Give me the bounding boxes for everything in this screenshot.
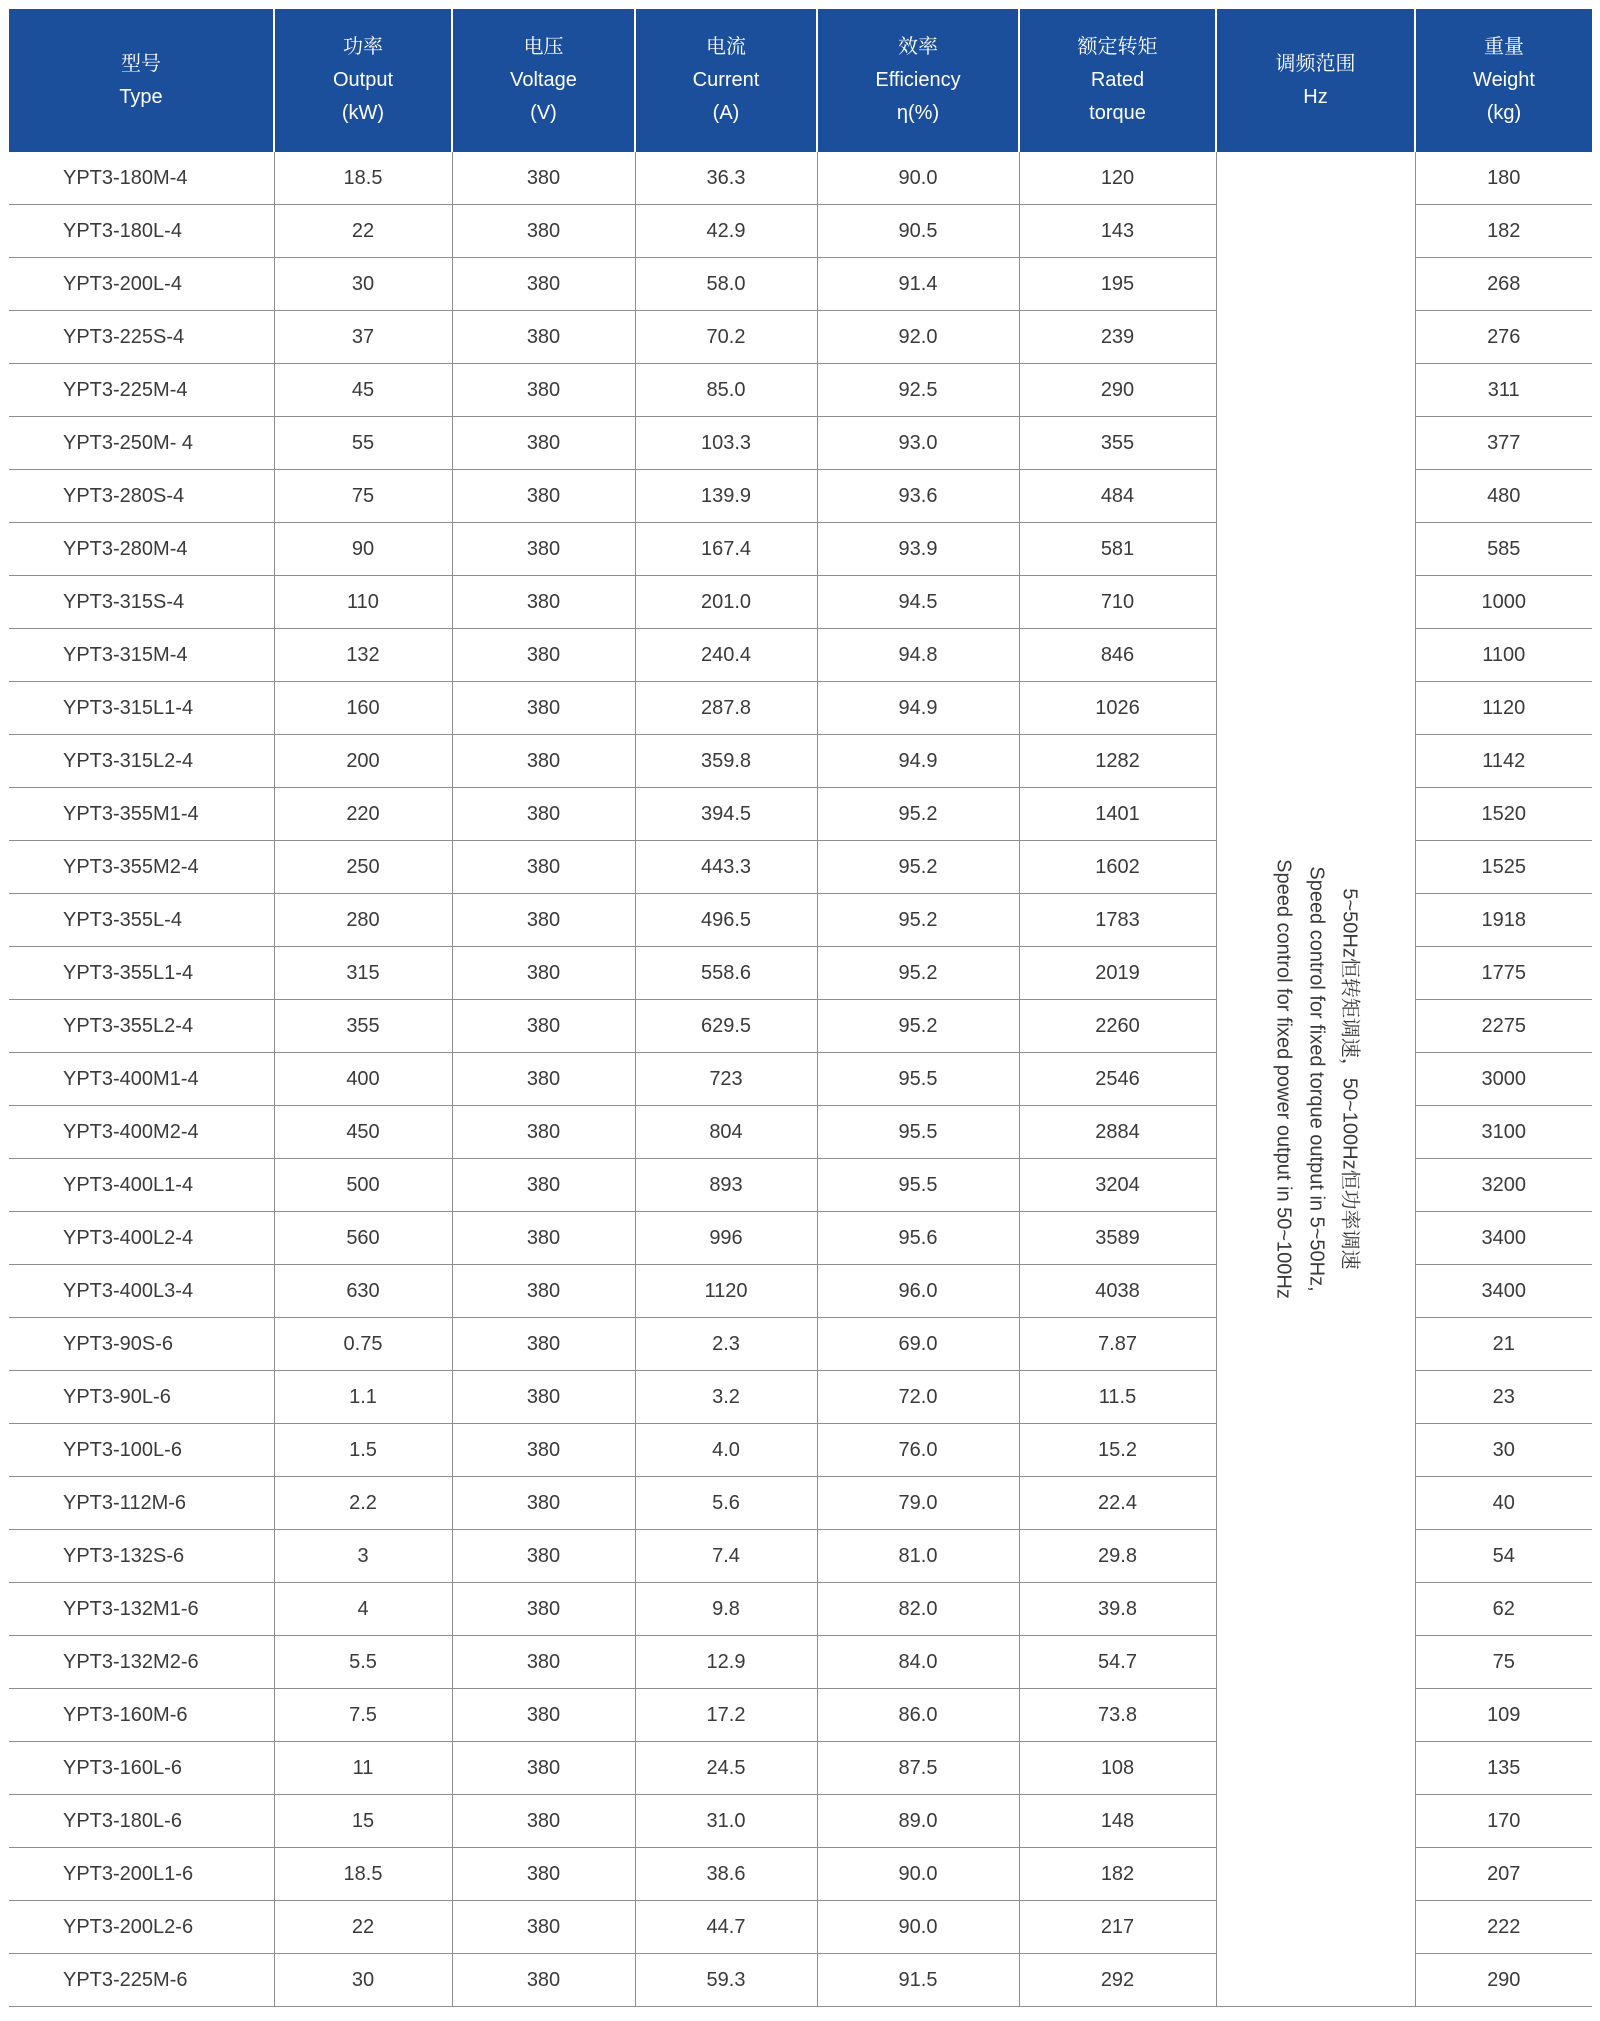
cell-rated-torque: 7.87	[1019, 1318, 1216, 1371]
cell-current: 12.9	[635, 1636, 817, 1689]
cell-voltage: 380	[452, 735, 635, 788]
cell-weight: 480	[1415, 470, 1592, 523]
cell-type: YPT3-400L3-4	[9, 1265, 274, 1318]
header-label-cn: 重量	[1484, 36, 1524, 58]
header-label-en: Hz	[1303, 85, 1328, 108]
cell-rated-torque: 54.7	[1019, 1636, 1216, 1689]
header-label-en: Current	[692, 69, 760, 91]
cell-output: 220	[274, 788, 452, 841]
cell-weight: 135	[1415, 1742, 1592, 1795]
cell-weight: 3400	[1415, 1212, 1592, 1265]
cell-weight: 21	[1415, 1318, 1592, 1371]
cell-rated-torque: 29.8	[1019, 1530, 1216, 1583]
cell-type: YPT3-180M-4	[9, 152, 274, 205]
cell-weight: 30	[1415, 1424, 1592, 1477]
cell-current: 24.5	[635, 1742, 817, 1795]
cell-rated-torque: 73.8	[1019, 1689, 1216, 1742]
cell-voltage: 380	[452, 1795, 635, 1848]
cell-output: 11	[274, 1742, 452, 1795]
cell-weight: 1142	[1415, 735, 1592, 788]
cell-type: YPT3-355L1-4	[9, 947, 274, 1000]
header-label-en: Voltage	[510, 69, 577, 91]
cell-current: 804	[635, 1106, 817, 1159]
header-label-en: (kW)	[341, 102, 385, 124]
header-current	[635, 9, 817, 152]
frequency-range-cell	[1216, 152, 1415, 2007]
cell-weight: 1000	[1415, 576, 1592, 629]
cell-voltage: 380	[452, 311, 635, 364]
cell-type: YPT3-160M-6	[9, 1689, 274, 1742]
header-label-cn: 功率	[343, 36, 383, 58]
cell-type: YPT3-100L-6	[9, 1424, 274, 1477]
cell-weight: 3100	[1415, 1106, 1592, 1159]
cell-type: YPT3-355M1-4	[9, 788, 274, 841]
cell-efficiency: 69.0	[817, 1318, 1019, 1371]
cell-efficiency: 90.5	[817, 205, 1019, 258]
cell-current: 31.0	[635, 1795, 817, 1848]
cell-type: YPT3-225S-4	[9, 311, 274, 364]
cell-type: YPT3-315M-4	[9, 629, 274, 682]
cell-weight: 585	[1415, 523, 1592, 576]
cell-type: YPT3-180L-4	[9, 205, 274, 258]
cell-output: 110	[274, 576, 452, 629]
cell-type: YPT3-90L-6	[9, 1371, 274, 1424]
cell-efficiency: 91.5	[817, 1954, 1019, 2007]
cell-rated-torque: 3589	[1019, 1212, 1216, 1265]
cell-efficiency: 94.8	[817, 629, 1019, 682]
cell-rated-torque: 11.5	[1019, 1371, 1216, 1424]
cell-current: 7.4	[635, 1530, 817, 1583]
cell-voltage: 380	[452, 152, 635, 205]
cell-output: 45	[274, 364, 452, 417]
cell-output: 18.5	[274, 152, 452, 205]
cell-rated-torque: 1602	[1019, 841, 1216, 894]
cell-type: YPT3-132S-6	[9, 1530, 274, 1583]
cell-voltage: 380	[452, 1424, 635, 1477]
cell-rated-torque: 217	[1019, 1901, 1216, 1954]
header-label-cn: 效率	[898, 36, 938, 58]
cell-type: YPT3-400M2-4	[9, 1106, 274, 1159]
cell-rated-torque: 4038	[1019, 1265, 1216, 1318]
cell-weight: 1525	[1415, 841, 1592, 894]
cell-weight: 109	[1415, 1689, 1592, 1742]
cell-rated-torque: 182	[1019, 1848, 1216, 1901]
cell-output: 15	[274, 1795, 452, 1848]
cell-voltage: 380	[452, 1477, 635, 1530]
header-label-cn: 电流	[706, 36, 746, 58]
cell-current: 723	[635, 1053, 817, 1106]
header-label-en: (A)	[712, 102, 740, 124]
cell-voltage: 380	[452, 470, 635, 523]
cell-efficiency: 72.0	[817, 1371, 1019, 1424]
cell-current: 2.3	[635, 1318, 817, 1371]
cell-efficiency: 79.0	[817, 1477, 1019, 1530]
cell-weight: 1520	[1415, 788, 1592, 841]
cell-efficiency: 93.0	[817, 417, 1019, 470]
cell-weight: 222	[1415, 1901, 1592, 1954]
cell-type: YPT3-90S-6	[9, 1318, 274, 1371]
cell-type: YPT3-132M1-6	[9, 1583, 274, 1636]
cell-weight: 1120	[1415, 682, 1592, 735]
cell-current: 167.4	[635, 523, 817, 576]
cell-rated-torque: 120	[1019, 152, 1216, 205]
cell-voltage: 380	[452, 629, 635, 682]
cell-efficiency: 90.0	[817, 1848, 1019, 1901]
cell-type: YPT3-160L-6	[9, 1742, 274, 1795]
cell-rated-torque: 355	[1019, 417, 1216, 470]
cell-weight: 170	[1415, 1795, 1592, 1848]
cell-output: 22	[274, 205, 452, 258]
cell-weight: 311	[1415, 364, 1592, 417]
cell-output: 160	[274, 682, 452, 735]
cell-rated-torque: 2884	[1019, 1106, 1216, 1159]
cell-efficiency: 95.5	[817, 1159, 1019, 1212]
cell-rated-torque: 22.4	[1019, 1477, 1216, 1530]
cell-output: 280	[274, 894, 452, 947]
cell-efficiency: 95.2	[817, 1000, 1019, 1053]
cell-rated-torque: 710	[1019, 576, 1216, 629]
header-label-cn: 型号	[121, 52, 161, 75]
cell-weight: 180	[1415, 152, 1592, 205]
cell-voltage: 380	[452, 1053, 635, 1106]
cell-output: 2.2	[274, 1477, 452, 1530]
cell-output: 200	[274, 735, 452, 788]
cell-rated-torque: 2260	[1019, 1000, 1216, 1053]
cell-type: YPT3-355L2-4	[9, 1000, 274, 1053]
cell-output: 30	[274, 258, 452, 311]
frequency-range-note	[1266, 859, 1365, 1299]
cell-rated-torque: 195	[1019, 258, 1216, 311]
header-label-en: Rated	[1090, 69, 1145, 91]
cell-current: 893	[635, 1159, 817, 1212]
cell-current: 996	[635, 1212, 817, 1265]
cell-efficiency: 90.0	[817, 1901, 1019, 1954]
cell-voltage: 380	[452, 1000, 635, 1053]
header-label-en: η(%)	[896, 102, 940, 124]
cell-output: 75	[274, 470, 452, 523]
cell-weight: 182	[1415, 205, 1592, 258]
cell-efficiency: 93.9	[817, 523, 1019, 576]
cell-type: YPT3-280S-4	[9, 470, 274, 523]
cell-efficiency: 76.0	[817, 1424, 1019, 1477]
cell-efficiency: 91.4	[817, 258, 1019, 311]
cell-output: 5.5	[274, 1636, 452, 1689]
cell-voltage: 380	[452, 1265, 635, 1318]
header-label-en: Efficiency	[875, 69, 961, 91]
header-voltage	[452, 9, 635, 152]
cell-type: YPT3-200L2-6	[9, 1901, 274, 1954]
cell-voltage: 380	[452, 1318, 635, 1371]
cell-weight: 1775	[1415, 947, 1592, 1000]
cell-current: 558.6	[635, 947, 817, 1000]
cell-output: 450	[274, 1106, 452, 1159]
cell-voltage: 380	[452, 788, 635, 841]
cell-output: 4	[274, 1583, 452, 1636]
cell-type: YPT3-315S-4	[9, 576, 274, 629]
header-label-en: Output	[332, 69, 394, 91]
cell-rated-torque: 1282	[1019, 735, 1216, 788]
cell-voltage: 380	[452, 1106, 635, 1159]
cell-rated-torque: 39.8	[1019, 1583, 1216, 1636]
cell-rated-torque: 581	[1019, 523, 1216, 576]
cell-type: YPT3-200L-4	[9, 258, 274, 311]
cell-efficiency: 89.0	[817, 1795, 1019, 1848]
header-frequency-range	[1216, 9, 1415, 152]
cell-weight: 3400	[1415, 1265, 1592, 1318]
cell-weight: 1100	[1415, 629, 1592, 682]
cell-current: 5.6	[635, 1477, 817, 1530]
cell-type: YPT3-180L-6	[9, 1795, 274, 1848]
header-label-en: torque	[1089, 102, 1146, 124]
cell-voltage: 380	[452, 258, 635, 311]
cell-current: 44.7	[635, 1901, 817, 1954]
cell-efficiency: 92.5	[817, 364, 1019, 417]
cell-rated-torque: 1401	[1019, 788, 1216, 841]
cell-rated-torque: 2546	[1019, 1053, 1216, 1106]
cell-voltage: 380	[452, 1848, 635, 1901]
cell-current: 139.9	[635, 470, 817, 523]
cell-current: 58.0	[635, 258, 817, 311]
cell-output: 1.5	[274, 1424, 452, 1477]
cell-voltage: 380	[452, 947, 635, 1000]
cell-weight: 1918	[1415, 894, 1592, 947]
header-efficiency	[817, 9, 1019, 152]
cell-current: 1120	[635, 1265, 817, 1318]
cell-voltage: 380	[452, 1954, 635, 2007]
cell-weight: 377	[1415, 417, 1592, 470]
motor-spec-table	[9, 9, 1592, 2007]
cell-efficiency: 86.0	[817, 1689, 1019, 1742]
cell-weight: 207	[1415, 1848, 1592, 1901]
cell-efficiency: 84.0	[817, 1636, 1019, 1689]
cell-efficiency: 95.2	[817, 841, 1019, 894]
cell-type: YPT3-400L1-4	[9, 1159, 274, 1212]
cell-current: 201.0	[635, 576, 817, 629]
cell-voltage: 380	[452, 1742, 635, 1795]
cell-type: YPT3-225M-6	[9, 1954, 274, 2007]
cell-efficiency: 93.6	[817, 470, 1019, 523]
cell-current: 9.8	[635, 1583, 817, 1636]
cell-current: 240.4	[635, 629, 817, 682]
cell-rated-torque: 290	[1019, 364, 1216, 417]
cell-voltage: 380	[452, 1371, 635, 1424]
cell-current: 496.5	[635, 894, 817, 947]
cell-output: 132	[274, 629, 452, 682]
header-weight	[1415, 9, 1592, 152]
cell-voltage: 380	[452, 576, 635, 629]
header-label-en: Weight	[1473, 69, 1535, 91]
cell-efficiency: 95.2	[817, 947, 1019, 1000]
cell-rated-torque: 1783	[1019, 894, 1216, 947]
cell-current: 42.9	[635, 205, 817, 258]
cell-voltage: 380	[452, 682, 635, 735]
frequency-range-line: Speed control for fixed torque output in 5~50Hz,	[1305, 866, 1327, 1292]
cell-rated-torque: 108	[1019, 1742, 1216, 1795]
cell-current: 287.8	[635, 682, 817, 735]
table-row	[9, 152, 1592, 205]
cell-output: 22	[274, 1901, 452, 1954]
cell-weight: 62	[1415, 1583, 1592, 1636]
cell-output: 30	[274, 1954, 452, 2007]
cell-weight: 290	[1415, 1954, 1592, 2007]
cell-efficiency: 95.5	[817, 1106, 1019, 1159]
cell-efficiency: 92.0	[817, 311, 1019, 364]
cell-output: 315	[274, 947, 452, 1000]
cell-weight: 75	[1415, 1636, 1592, 1689]
cell-efficiency: 95.5	[817, 1053, 1019, 1106]
cell-type: YPT3-400L2-4	[9, 1212, 274, 1265]
cell-weight: 3000	[1415, 1053, 1592, 1106]
cell-weight: 23	[1415, 1371, 1592, 1424]
header-row	[9, 9, 1592, 152]
cell-efficiency: 96.0	[817, 1265, 1019, 1318]
cell-rated-torque: 1026	[1019, 682, 1216, 735]
header-type	[9, 9, 274, 152]
cell-type: YPT3-225M-4	[9, 364, 274, 417]
cell-type: YPT3-315L1-4	[9, 682, 274, 735]
header-label-cn: 额定转矩	[1077, 36, 1158, 58]
cell-output: 250	[274, 841, 452, 894]
cell-rated-torque: 15.2	[1019, 1424, 1216, 1477]
cell-output: 3	[274, 1530, 452, 1583]
cell-efficiency: 95.6	[817, 1212, 1019, 1265]
cell-current: 394.5	[635, 788, 817, 841]
cell-output: 355	[274, 1000, 452, 1053]
frequency-range-line: Speed control for fixed power output in 50~100Hz	[1272, 859, 1294, 1299]
header-label-en: (V)	[530, 102, 557, 124]
cell-current: 359.8	[635, 735, 817, 788]
cell-current: 629.5	[635, 1000, 817, 1053]
cell-rated-torque: 2019	[1019, 947, 1216, 1000]
cell-rated-torque: 143	[1019, 205, 1216, 258]
cell-output: 18.5	[274, 1848, 452, 1901]
cell-type: YPT3-315L2-4	[9, 735, 274, 788]
cell-voltage: 380	[452, 1636, 635, 1689]
frequency-range-line: 5~50Hz恒转矩调速，50~100Hz恒功率调速	[1338, 888, 1360, 1270]
cell-rated-torque: 292	[1019, 1954, 1216, 2007]
header-output	[274, 9, 452, 152]
header-rated-torque	[1019, 9, 1216, 152]
cell-efficiency: 94.9	[817, 735, 1019, 788]
cell-voltage: 380	[452, 894, 635, 947]
header-label-cn: 电压	[523, 36, 564, 58]
cell-current: 36.3	[635, 152, 817, 205]
cell-rated-torque: 484	[1019, 470, 1216, 523]
cell-rated-torque: 239	[1019, 311, 1216, 364]
cell-type: YPT3-200L1-6	[9, 1848, 274, 1901]
cell-efficiency: 95.2	[817, 788, 1019, 841]
cell-rated-torque: 3204	[1019, 1159, 1216, 1212]
cell-output: 500	[274, 1159, 452, 1212]
cell-output: 55	[274, 417, 452, 470]
cell-output: 7.5	[274, 1689, 452, 1742]
cell-output: 560	[274, 1212, 452, 1265]
cell-output: 400	[274, 1053, 452, 1106]
cell-type: YPT3-400M1-4	[9, 1053, 274, 1106]
cell-voltage: 380	[452, 1689, 635, 1742]
cell-voltage: 380	[452, 1530, 635, 1583]
cell-voltage: 380	[452, 364, 635, 417]
cell-weight: 2275	[1415, 1000, 1592, 1053]
cell-voltage: 380	[452, 205, 635, 258]
cell-rated-torque: 148	[1019, 1795, 1216, 1848]
cell-voltage: 380	[452, 1212, 635, 1265]
header-label-cn: 调频范围	[1275, 52, 1356, 75]
cell-type: YPT3-132M2-6	[9, 1636, 274, 1689]
cell-type: YPT3-355L-4	[9, 894, 274, 947]
cell-voltage: 380	[452, 1583, 635, 1636]
cell-efficiency: 81.0	[817, 1530, 1019, 1583]
cell-current: 17.2	[635, 1689, 817, 1742]
cell-weight: 40	[1415, 1477, 1592, 1530]
cell-type: YPT3-250M- 4	[9, 417, 274, 470]
cell-type: YPT3-355M2-4	[9, 841, 274, 894]
cell-voltage: 380	[452, 523, 635, 576]
cell-type: YPT3-112M-6	[9, 1477, 274, 1530]
cell-efficiency: 82.0	[817, 1583, 1019, 1636]
cell-voltage: 380	[452, 1159, 635, 1212]
cell-type: YPT3-280M-4	[9, 523, 274, 576]
cell-weight: 3200	[1415, 1159, 1592, 1212]
cell-weight: 268	[1415, 258, 1592, 311]
cell-weight: 276	[1415, 311, 1592, 364]
table-body	[9, 152, 1592, 2007]
cell-efficiency: 94.5	[817, 576, 1019, 629]
header-label-en: (kg)	[1486, 102, 1522, 124]
cell-current: 103.3	[635, 417, 817, 470]
cell-current: 59.3	[635, 1954, 817, 2007]
cell-weight: 54	[1415, 1530, 1592, 1583]
cell-current: 70.2	[635, 311, 817, 364]
cell-voltage: 380	[452, 1901, 635, 1954]
cell-rated-torque: 846	[1019, 629, 1216, 682]
cell-output: 37	[274, 311, 452, 364]
cell-current: 3.2	[635, 1371, 817, 1424]
cell-voltage: 380	[452, 841, 635, 894]
header-label-en: Type	[119, 85, 163, 108]
cell-current: 443.3	[635, 841, 817, 894]
cell-output: 630	[274, 1265, 452, 1318]
cell-current: 4.0	[635, 1424, 817, 1477]
cell-efficiency: 94.9	[817, 682, 1019, 735]
cell-output: 1.1	[274, 1371, 452, 1424]
cell-current: 85.0	[635, 364, 817, 417]
cell-efficiency: 95.2	[817, 894, 1019, 947]
cell-output: 90	[274, 523, 452, 576]
cell-current: 38.6	[635, 1848, 817, 1901]
cell-efficiency: 87.5	[817, 1742, 1019, 1795]
cell-voltage: 380	[452, 417, 635, 470]
cell-efficiency: 90.0	[817, 152, 1019, 205]
cell-output: 0.75	[274, 1318, 452, 1371]
